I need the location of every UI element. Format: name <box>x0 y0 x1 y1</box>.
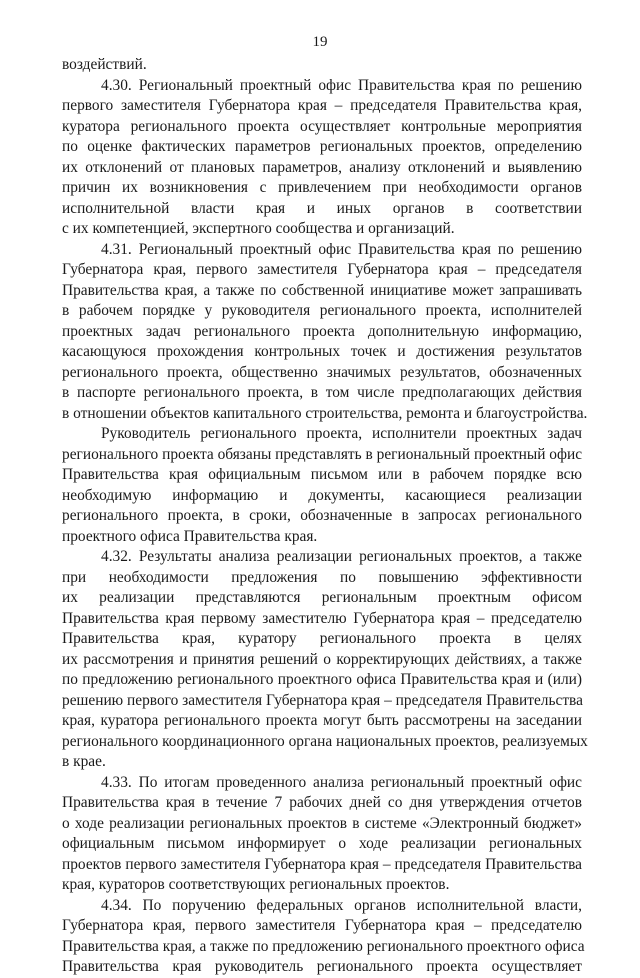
text-line: Правительства края официальным письмом или в рабочем порядке всю <box>62 466 582 483</box>
text-line: регионального проекта обязаны представлять в региональный проектный офис <box>62 445 583 463</box>
text-line: причин их возникновения с привлечением при необходимости органов <box>62 179 582 196</box>
text-line: их отклонений от плановых параметров, анализу отклонений и выявлению <box>62 158 582 176</box>
text-line: 4.30. Региональный проектный офис Правительства края по решению <box>101 76 582 94</box>
page-number: 19 <box>312 34 328 50</box>
text-line: первого заместителя Губернатора края – председателя Правительства края, <box>62 97 582 114</box>
text-line: касающуюся прохождения контрольных точек и достижения результатов <box>62 343 582 360</box>
text-line: регионального проекта, общественно значимых результатов, обозначенных <box>62 363 582 381</box>
text-line: в паспорте регионального проекта, в том числе предполагающих действия <box>62 384 582 401</box>
text-line: воздействий. <box>62 56 147 73</box>
text-line: официальным письмом информирует о ходе реализации региональных <box>62 835 582 852</box>
text-line: с их компетенцией, экспертного сообщества и организаций. <box>62 220 455 237</box>
text-line: по предложению регионального проектного офиса Правительства края и (или) <box>62 671 582 688</box>
text-line: Правительства края руководитель регионального проекта осуществляет <box>62 958 582 975</box>
text-line: Руководитель регионального проекта, исполнители проектных задач <box>101 425 582 442</box>
text-line: Губернатора края, первого заместителя Губернатора края – председателю <box>62 917 582 934</box>
text-line: в отношении объектов капитального строительства, ремонта и благоустройства. <box>62 404 588 422</box>
text-line: регионального координационного органа национальных проектов, реализуемых <box>62 732 588 750</box>
text-line: проектных задач регионального проекта дополнительную информацию, <box>62 322 582 340</box>
text-line: Правительства края в течение 7 рабочих дней со дня утверждения отчетов <box>62 794 582 811</box>
text-line: решению первого заместителя Губернатора края – председателя Правительства <box>62 691 583 709</box>
text-line: по оценке фактических параметров региональных проектов, определению <box>62 138 582 155</box>
text-line: регионального проекта, в сроки, обозначенные в запросах регионального <box>62 507 582 524</box>
text-line: Правительства края, а также по собственной инициативе может запрашивать <box>62 281 582 299</box>
text-line: в рабочем порядке у руководителя регионального проекта, исполнителей <box>62 302 582 319</box>
text-line: 4.32. Результаты анализа реализации региональных проектов, а также <box>101 548 582 565</box>
text-line: о ходе реализации региональных проектов в системе «Электронный бюджет» <box>62 814 582 832</box>
text-line: 4.34. По поручению федеральных органов исполнительной власти, <box>101 896 582 914</box>
text-line: куратора регионального проекта осуществляет контрольные мероприятия <box>62 117 582 135</box>
text-line: Правительства края, куратору регионального проекта в целях <box>62 630 582 647</box>
text-line: края, куратора регионального проекта могут быть рассмотрены на заседании <box>62 712 582 729</box>
text-line: при необходимости предложения по повышению эффективности <box>62 568 582 586</box>
text-line: Губернатора края, первого заместителя Губернатора края – председателя <box>62 261 582 278</box>
text-line: 4.33. По итогам проведенного анализа региональный проектный офис <box>101 773 582 791</box>
text-line: 4.31. Региональный проектный офис Правительства края по решению <box>101 240 582 258</box>
text-line: проектного офиса Правительства края. <box>62 527 318 545</box>
document-body <box>62 55 588 978</box>
text-line: проектов первого заместителя Губернатора края – председателя Правительства <box>62 855 582 873</box>
text-line: Правительства края, а также по предложению регионального проектного офиса <box>62 937 585 955</box>
text-line: в крае. <box>62 753 106 770</box>
text-line: исполнительной власти края и иных органов в соответствии <box>62 199 582 217</box>
text-line: края, кураторов соответствующих региональных проектов. <box>62 876 450 893</box>
text-line: необходимую информацию и документы, касающиеся реализации <box>62 486 582 504</box>
text-line: Правительства края первому заместителю Губернатора края – председателю <box>62 609 582 627</box>
text-line: их рассмотрения и принятия решений о корректирующих действиях, а также <box>62 650 582 668</box>
text-line: их реализации представляются региональным проектным офисом <box>62 589 582 606</box>
